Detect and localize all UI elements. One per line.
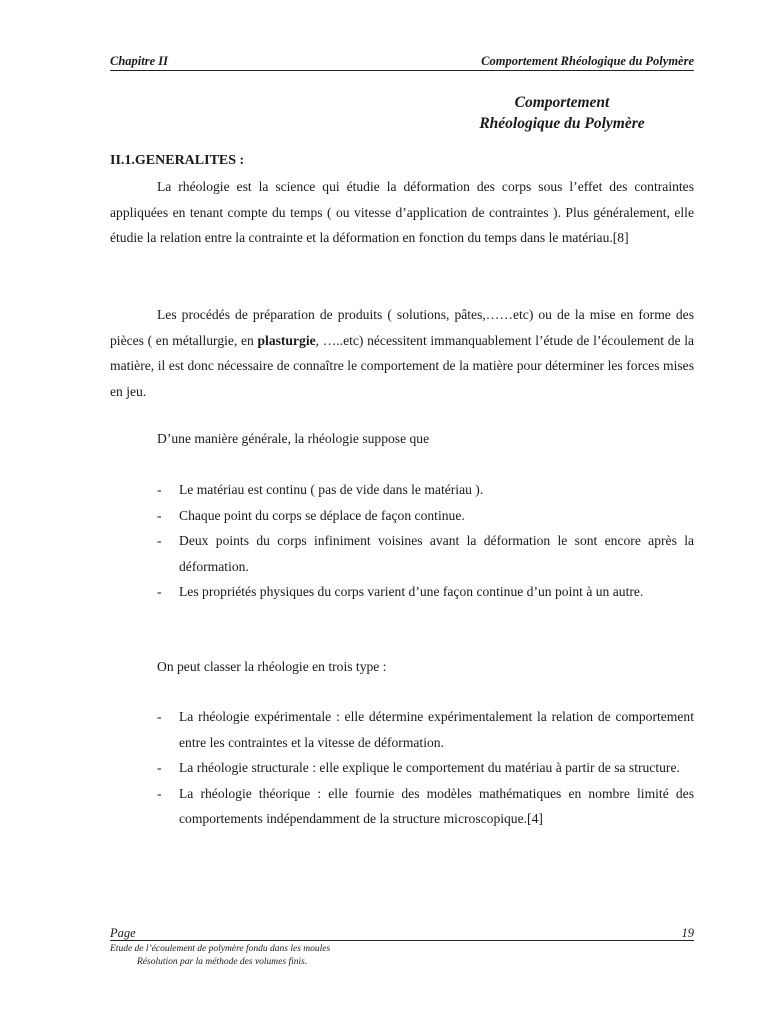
document-title <box>430 92 694 134</box>
footer-page-number: 19 <box>681 926 694 940</box>
paragraph-2-bold: plasturgie <box>257 332 316 348</box>
footer-line-1: Etude de l’écoulement de polymère fondu dans les moules <box>110 944 331 954</box>
paragraph-2 <box>110 302 694 404</box>
list-item: - La rhéologie structurale : elle explique le comportement du matériau à partir de sa structure. <box>157 760 680 775</box>
assumption-list <box>110 477 694 605</box>
list-item: - La rhéologie expérimentale : elle détermine expérimentalement la relation de comportement entre les contraintes et la vitesse de déformation. <box>157 709 694 750</box>
paragraph-2-text <box>110 302 694 404</box>
footer-page-label: Page <box>110 926 136 940</box>
paragraph-2-before: Les procédés de préparation de produits ( solutions, pâtes,……etc) ou de la mise en forme des pièces ( en métallurgie, en <box>110 307 694 348</box>
footer-line-2: Résolution par la méthode des volumes finis. <box>137 957 308 967</box>
header-chapter: Chapitre II <box>110 54 169 68</box>
footer-divider <box>110 940 694 941</box>
header-title: Comportement Rhéologique du Polymère <box>481 54 694 68</box>
list-item: - Chaque point du corps se déplace de façon continue. <box>157 507 465 523</box>
paragraph-4: On peut classer la rhéologie en trois type : <box>157 659 387 674</box>
classification-list <box>110 704 694 832</box>
list-item: - La rhéologie théorique : elle fournie des modèles mathématiques en nombre limité des comportements indépendamment de la structure microscopique.[4] <box>157 785 694 826</box>
paragraph-2-after: , …..etc) nécessitent immanquablement l’étude de l’écoulement de la matière, il est donc nécessaire de connaître le comportement de la matière pour déterminer les forces mises en jeu. <box>110 332 695 399</box>
paragraph-1 <box>110 174 694 251</box>
list-item: - Deux points du corps infiniment voisines avant la déformation le sont encore après la déformation. <box>157 533 694 574</box>
list-item: - Les propriétés physiques du corps varient d’une façon continue d’un point à un autre. <box>157 584 644 599</box>
page-header <box>110 54 694 71</box>
document-title-line-1: Comportement <box>514 94 610 111</box>
paragraph-3: D’une manière générale, la rhéologie suppose que <box>157 431 430 446</box>
list-item: - Le matériau est continu ( pas de vide dans le matériau ). <box>157 482 484 497</box>
section-heading: II.1.GENERALITES : <box>110 153 245 168</box>
document-title-line-2: Rhéologique du Polymère <box>479 115 645 132</box>
paragraph-1-text: La rhéologie est la science qui étudie la déformation des corps sous l’effet des contraintes appliquées en tenant compte du temps ( ou vitesse d’application de contraintes ). Plus généralement, elle étudie la relation entre la contrainte et la déformation en fonction du temps dans le matériau.[8] <box>110 179 694 245</box>
